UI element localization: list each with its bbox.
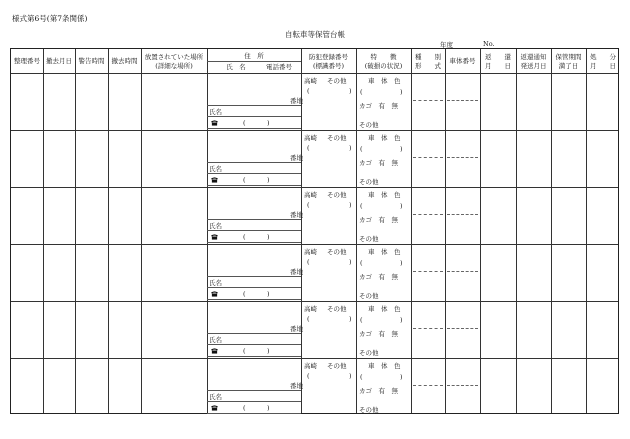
ledger-table bbox=[10, 48, 619, 414]
phone-paren-close: ) bbox=[267, 119, 270, 127]
color-paren-open: ( bbox=[360, 88, 363, 96]
header-location bbox=[141, 53, 207, 70]
owner-name-label: 氏名 bbox=[209, 279, 222, 287]
takasaki-label: 高崎 bbox=[304, 77, 317, 85]
header-tsuchi-line1: 返還通知 bbox=[520, 53, 547, 61]
tokucho-other-label: その他 bbox=[359, 349, 379, 357]
document-title: 自転車等保管台帳 bbox=[285, 30, 345, 39]
bouhan-paren-open: ( bbox=[307, 372, 310, 380]
shatai-dash bbox=[447, 385, 478, 386]
takasaki-label: 高崎 bbox=[304, 248, 317, 256]
color-paren-open: ( bbox=[360, 316, 363, 324]
shatai-dash bbox=[447, 328, 478, 329]
owner-name-label: 氏名 bbox=[209, 222, 222, 230]
address-rule bbox=[207, 105, 301, 106]
header-keikoku-time: 警告時間 bbox=[78, 57, 105, 65]
tokucho-other-label: その他 bbox=[359, 121, 379, 129]
header-address: 住 所 bbox=[244, 52, 264, 60]
shubetsu-dash bbox=[413, 157, 443, 158]
shubetsu-dash bbox=[413, 385, 443, 386]
address-rule bbox=[207, 276, 301, 277]
body-color-label: 車 体 色 bbox=[368, 362, 401, 370]
header-tokucho bbox=[356, 53, 411, 70]
header-bouhan bbox=[301, 53, 356, 70]
banchi-label: 番地 bbox=[290, 154, 303, 162]
row-divider bbox=[11, 301, 618, 302]
owner-name-label: 氏名 bbox=[209, 393, 222, 401]
bouhan-paren-open: ( bbox=[307, 201, 310, 209]
color-paren-open: ( bbox=[360, 145, 363, 153]
phone-rule bbox=[207, 242, 301, 243]
shubetsu-dash bbox=[413, 100, 443, 101]
telephone-icon bbox=[210, 347, 219, 354]
header-shubetsu-line2: 形 式 bbox=[415, 61, 441, 70]
body-color-label: 車 体 色 bbox=[368, 305, 401, 313]
header-shubetsu bbox=[411, 53, 445, 70]
year-label: 年度 bbox=[440, 41, 453, 49]
name-rule bbox=[207, 173, 301, 174]
bouhan-other-label: その他 bbox=[327, 362, 347, 370]
phone-paren-close: ) bbox=[267, 347, 270, 355]
header-henkan-line2: 月 日 bbox=[485, 61, 511, 70]
header-location-line2: (詳細な場所) bbox=[155, 61, 193, 70]
shatai-dash bbox=[447, 271, 478, 272]
body-color-label: 車 体 色 bbox=[368, 134, 401, 142]
phone-paren-open: ( bbox=[243, 176, 246, 184]
phone-rule bbox=[207, 299, 301, 300]
banchi-label: 番地 bbox=[290, 325, 303, 333]
basket-label: カゴ 有 無 bbox=[359, 159, 398, 167]
basket-label: カゴ 有 無 bbox=[359, 387, 398, 395]
banchi-label: 番地 bbox=[290, 211, 303, 219]
ledger-row-3 bbox=[11, 187, 618, 244]
header-shubetsu-line1: 種 別 bbox=[415, 53, 441, 61]
address-rule bbox=[207, 219, 301, 220]
address-rule bbox=[207, 162, 301, 163]
header-shatai: 車体番号 bbox=[449, 57, 476, 65]
bouhan-paren-open: ( bbox=[307, 144, 310, 152]
row-divider bbox=[11, 130, 618, 131]
telephone-icon bbox=[210, 176, 219, 183]
ledger-row-1 bbox=[11, 73, 618, 130]
header-shobun-line1: 処 分 bbox=[590, 53, 616, 61]
color-paren-close: ) bbox=[400, 88, 403, 96]
row-divider bbox=[11, 187, 618, 188]
owner-name-label: 氏名 bbox=[209, 336, 222, 344]
tokucho-other-label: その他 bbox=[359, 178, 379, 186]
phone-rule bbox=[207, 128, 301, 129]
tokucho-other-label: その他 bbox=[359, 406, 379, 414]
color-paren-close: ) bbox=[400, 259, 403, 267]
telephone-icon bbox=[210, 233, 219, 240]
address-rule bbox=[207, 333, 301, 334]
telephone-icon bbox=[210, 119, 219, 126]
color-paren-open: ( bbox=[360, 202, 363, 210]
bouhan-paren-close: ) bbox=[349, 372, 352, 380]
address-header-divider bbox=[207, 61, 301, 62]
bouhan-paren-open: ( bbox=[307, 258, 310, 266]
header-name: 氏 名 bbox=[226, 63, 246, 71]
row-divider bbox=[11, 358, 618, 359]
header-tsuchi bbox=[516, 53, 551, 70]
telephone-icon bbox=[210, 290, 219, 297]
banchi-label: 番地 bbox=[290, 382, 303, 390]
color-paren-close: ) bbox=[400, 202, 403, 210]
ledger-row-2 bbox=[11, 130, 618, 187]
header-location-line1: 放置されていた場所 bbox=[144, 53, 204, 61]
basket-label: カゴ 有 無 bbox=[359, 216, 398, 224]
header-henkan bbox=[480, 53, 516, 70]
basket-label: カゴ 有 無 bbox=[359, 330, 398, 338]
name-rule bbox=[207, 344, 301, 345]
ledger-row-6 bbox=[11, 358, 618, 415]
phone-paren-open: ( bbox=[243, 347, 246, 355]
name-rule bbox=[207, 401, 301, 402]
takasaki-label: 高崎 bbox=[304, 305, 317, 313]
color-paren-close: ) bbox=[400, 145, 403, 153]
phone-paren-open: ( bbox=[243, 233, 246, 241]
telephone-icon bbox=[210, 404, 219, 411]
bouhan-paren-close: ) bbox=[349, 144, 352, 152]
shatai-dash bbox=[447, 157, 478, 158]
phone-paren-open: ( bbox=[243, 290, 246, 298]
bouhan-paren-close: ) bbox=[349, 315, 352, 323]
body-color-label: 車 体 色 bbox=[368, 248, 401, 256]
bouhan-other-label: その他 bbox=[327, 248, 347, 256]
header-hokan-line1: 保管期間 bbox=[555, 53, 582, 61]
bouhan-other-label: その他 bbox=[327, 134, 347, 142]
phone-paren-open: ( bbox=[243, 119, 246, 127]
header-bouhan-line2: (標識番号) bbox=[312, 61, 345, 70]
address-rule bbox=[207, 390, 301, 391]
phone-paren-close: ) bbox=[267, 233, 270, 241]
header-hokan-line2: 満了日 bbox=[558, 61, 579, 70]
shubetsu-dash bbox=[413, 214, 443, 215]
bouhan-paren-open: ( bbox=[307, 315, 310, 323]
header-tokucho-line2: (破損の状況) bbox=[364, 61, 403, 70]
bouhan-paren-close: ) bbox=[349, 258, 352, 266]
bouhan-other-label: その他 bbox=[327, 191, 347, 199]
name-rule bbox=[207, 287, 301, 288]
header-tekkyo-date: 撤去月日 bbox=[46, 57, 72, 65]
bouhan-other-label: その他 bbox=[327, 77, 347, 85]
color-paren-open: ( bbox=[360, 259, 363, 267]
bouhan-paren-open: ( bbox=[307, 87, 310, 95]
form-number-label: 様式第6号(第7条関係) bbox=[12, 14, 88, 23]
owner-name-label: 氏名 bbox=[209, 165, 222, 173]
shubetsu-dash bbox=[413, 328, 443, 329]
header-hokan bbox=[551, 53, 586, 70]
row-divider bbox=[11, 244, 618, 245]
tokucho-other-label: その他 bbox=[359, 292, 379, 300]
header-henkan-line1: 返 還 bbox=[485, 53, 511, 61]
banchi-label: 番地 bbox=[290, 97, 303, 105]
header-tekkyo-time: 撤去時間 bbox=[111, 57, 138, 65]
bouhan-paren-close: ) bbox=[349, 201, 352, 209]
ledger-row-4 bbox=[11, 244, 618, 301]
color-paren-open: ( bbox=[360, 373, 363, 381]
row-divider bbox=[11, 73, 618, 74]
tokucho-other-label: その他 bbox=[359, 235, 379, 243]
ledger-row-5 bbox=[11, 301, 618, 358]
shatai-dash bbox=[447, 214, 478, 215]
shatai-dash bbox=[447, 100, 478, 101]
header-shobun bbox=[586, 53, 620, 70]
color-paren-close: ) bbox=[400, 316, 403, 324]
header-tsuchi-line2: 発送月日 bbox=[520, 61, 547, 70]
phone-paren-close: ) bbox=[267, 176, 270, 184]
bouhan-paren-close: ) bbox=[349, 87, 352, 95]
bouhan-other-label: その他 bbox=[327, 305, 347, 313]
phone-paren-close: ) bbox=[267, 404, 270, 412]
phone-rule bbox=[207, 185, 301, 186]
header-tokucho-line1: 特 徴 bbox=[370, 53, 397, 61]
header-shobun-line2: 月 日 bbox=[590, 61, 616, 70]
basket-label: カゴ 有 無 bbox=[359, 102, 398, 110]
phone-paren-open: ( bbox=[243, 404, 246, 412]
header-phone: 電話番号 bbox=[266, 63, 292, 71]
header-seiri: 整理番号 bbox=[14, 57, 40, 65]
header-bouhan-line1: 防犯登録番号 bbox=[309, 53, 348, 61]
basket-label: カゴ 有 無 bbox=[359, 273, 398, 281]
banchi-label: 番地 bbox=[290, 268, 303, 276]
phone-rule bbox=[207, 413, 301, 414]
takasaki-label: 高崎 bbox=[304, 191, 317, 199]
shubetsu-dash bbox=[413, 271, 443, 272]
number-label: No. bbox=[483, 40, 495, 48]
color-paren-close: ) bbox=[400, 373, 403, 381]
body-color-label: 車 体 色 bbox=[368, 191, 401, 199]
takasaki-label: 高崎 bbox=[304, 362, 317, 370]
owner-name-label: 氏名 bbox=[209, 108, 222, 116]
phone-rule bbox=[207, 356, 301, 357]
name-rule bbox=[207, 230, 301, 231]
takasaki-label: 高崎 bbox=[304, 134, 317, 142]
body-color-label: 車 体 色 bbox=[368, 77, 401, 85]
name-rule bbox=[207, 116, 301, 117]
phone-paren-close: ) bbox=[267, 290, 270, 298]
